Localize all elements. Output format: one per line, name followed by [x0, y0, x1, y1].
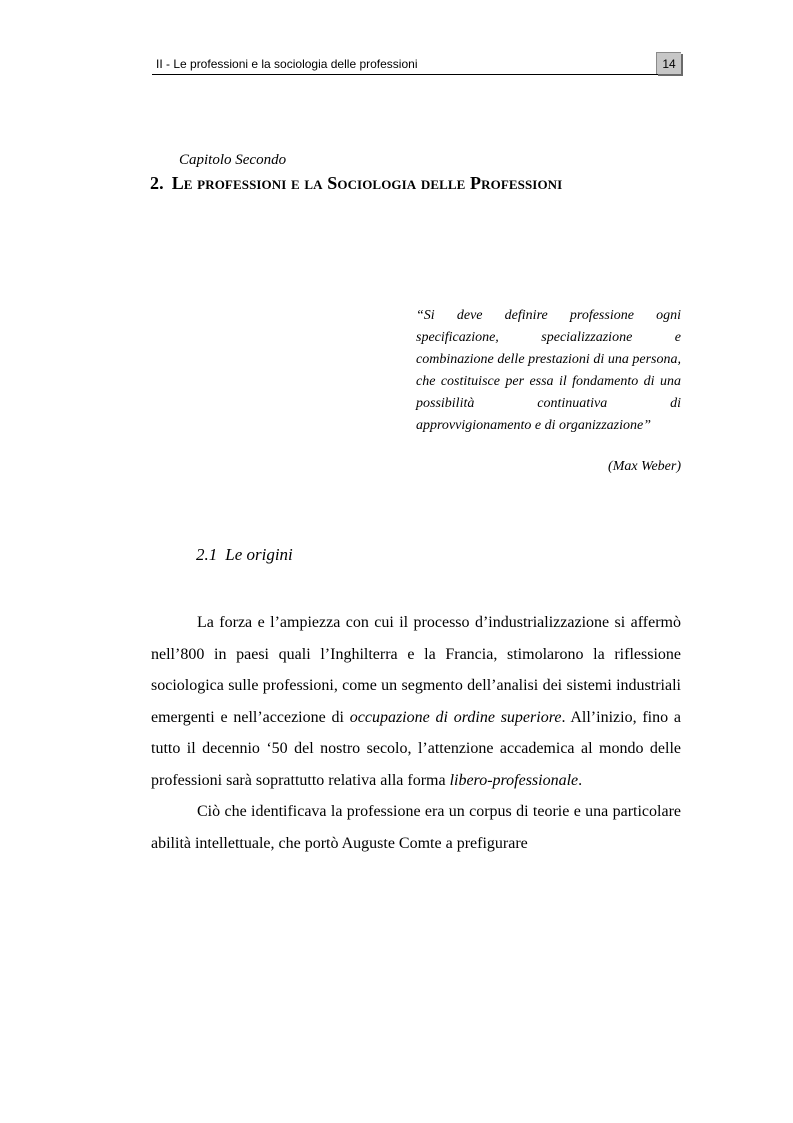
chapter-title [150, 173, 562, 194]
section-heading [196, 545, 293, 565]
paragraph-emphasis: libero-professionale [449, 771, 579, 789]
header-title: II - Le professioni e la sociologia delle professioni [156, 57, 418, 71]
paragraph [151, 796, 681, 859]
paragraph [151, 607, 681, 796]
chapter-number: 2. [150, 173, 164, 193]
chapter-label: Capitolo Secondo [179, 152, 287, 168]
paragraph-text: La forza e l’ampiezza con cui il processo d’industrializzazione si affermò nell’800 in paesi quali l’Inghilterra e la Francia, stimolarono la riflessione sociologica sulle professioni, come un segmento dell’analisi dei sistemi industriali emergenti e nell’accezione di [151, 614, 681, 726]
running-header [152, 50, 681, 75]
chapter-title-text: Le professioni e la Sociologia delle Professioni [171, 173, 563, 193]
paragraph-emphasis: occupazione di ordine superiore [349, 708, 562, 726]
paragraph-text: . [578, 771, 583, 789]
section-number: 2.1 [196, 545, 218, 564]
epigraph-quote: “Si deve definire professione ogni specificazione, specializzazione e combinazione delle prestazioni di una persona, che costituisce per essa il fondamento di una possibilità continuativa di approvvigionamento e di organizzazione” [416, 308, 681, 433]
section-title-text: Le origini [225, 545, 293, 564]
page-number: 14 [656, 52, 681, 74]
paragraph-text: Ciò che identificava la professione era un corpus di teorie e una particolare abilità intellettuale, che portò Auguste Comte a prefigurare [151, 803, 681, 852]
body-text [151, 607, 681, 859]
epigraph-author: (Max Weber) [608, 459, 681, 474]
paragraph-text: . All’inizio, fino a tutto il decennio ‘50 del nostro secolo, l’attenzione accademica al mondo delle professioni sarà soprattutto relativa alla forma [151, 708, 682, 789]
